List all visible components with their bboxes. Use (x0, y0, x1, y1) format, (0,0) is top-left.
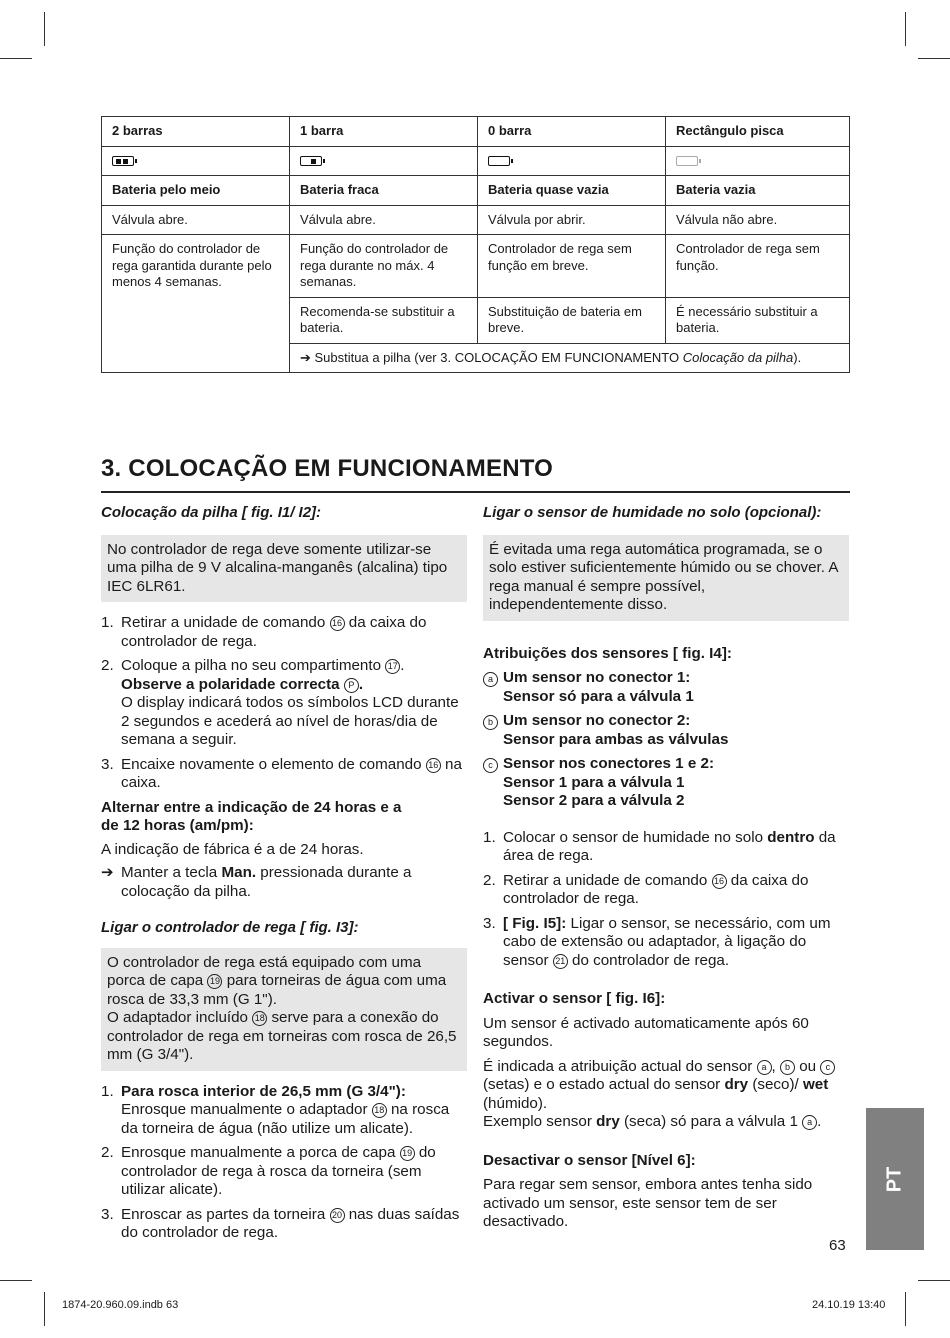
option-a-icon: a (757, 1060, 772, 1075)
list-item: 1. Colocar o sensor de humidade no solo dentro da área de rega. (483, 828, 836, 864)
option-b-icon: b (483, 715, 498, 730)
assign-subtitle: Atribuições dos sensores [ fig. I4]: (483, 644, 732, 662)
option-b-icon: b (780, 1060, 795, 1075)
option-c-icon: c (483, 758, 498, 773)
battery-empty-icon (488, 156, 510, 166)
ref-circle-icon: 19 (400, 1146, 415, 1161)
table-cell: Função do controlador de rega durante no máx. 4 semanas. (290, 235, 478, 298)
deactivate-subtitle: Desactivar o sensor [Nível 6]: (483, 1151, 696, 1169)
table-row (102, 176, 850, 206)
table-row (102, 235, 850, 298)
table-header-cell: Rectângulo pisca (666, 117, 850, 147)
switch-text: A indicação de fábrica é a de 24 horas. (101, 840, 364, 858)
language-tab-label: PT (883, 1166, 906, 1193)
list-item: 2. Coloque a pilha no seu compartimento 17 . Observe a polaridade correcta P . O display indicará todos os símbolos LCD durante 2 segundos e acederá ao nível de horas/dia de semana a seguir. (101, 657, 459, 748)
table-cell (102, 146, 290, 176)
table-cell: Função do controlador de rega garantida durante pelo menos 4 semanas. (102, 235, 290, 373)
page-number: 63 (829, 1237, 846, 1254)
option-c-icon: c (820, 1060, 835, 1075)
table-row (102, 146, 850, 176)
language-tab (866, 1108, 924, 1250)
connect-info-box: O controlador de rega está equipado com uma porca de capa 19 para torneiras de água com uma rosca de 33,3 mm (G 1"). O adaptador incluído 18 serve para a conexão do controlador de rega em torneiras com rosca de 26,5 mm (G 3/4"). (101, 948, 467, 1071)
left-column (101, 504, 467, 1249)
sensor-steps (483, 829, 849, 971)
battery-2-bars-icon (112, 156, 134, 166)
sensor-info-box: É evitada uma rega automática programada, se o solo estiver suficientemente húmido ou se chover. A rega manual é sempre possível, independentemente disso. (483, 535, 849, 621)
battery-steps (101, 614, 467, 793)
table-cell: Substituição de bateria em breve. (478, 297, 666, 343)
table-cell: Bateria fraca (290, 176, 478, 206)
table-cell (478, 146, 666, 176)
crop-mark (905, 1292, 906, 1326)
option-a-icon: a (483, 672, 498, 687)
footer-timestamp: 24.10.19 13:40 (812, 1299, 886, 1311)
list-item: 3. Encaixe novamente o elemento de comando 16 na caixa. (101, 755, 462, 791)
table-cell: Bateria pelo meio (102, 176, 290, 206)
arrow-icon: ➔ (101, 864, 114, 881)
table-cell (666, 146, 850, 176)
list-item: c Sensor nos conectores 1 e 2: Sensor 1 para a válvula 1 Sensor 2 para a válvula 2 (483, 755, 849, 811)
ref-circle-icon: 16 (330, 616, 345, 631)
crop-mark (0, 1280, 32, 1281)
ref-circle-icon: 17 (385, 659, 400, 674)
activate-subtitle: Activar o sensor [ fig. I6]: (483, 990, 666, 1007)
list-item: a Um sensor no conector 1: Sensor só para a válvula 1 (483, 669, 849, 706)
list-item: b Um sensor no conector 2: Sensor para ambas as válvulas (483, 712, 849, 749)
table-header-cell: 0 barra (478, 117, 666, 147)
table-header-cell: 1 barra (290, 117, 478, 147)
ref-circle-icon: 18 (372, 1103, 387, 1118)
list-item: 2. Retirar a unidade de comando 16 da caixa do controlador de rega. (483, 871, 809, 907)
battery-subtitle: Colocação da pilha [ fig. I1/ I2]: (101, 504, 322, 521)
battery-blinking-icon (676, 156, 698, 166)
activate-text: Um sensor é activado automaticamente após 60 segundos. (483, 1014, 809, 1050)
sensor-assignments (483, 669, 849, 811)
ref-circle-icon: 21 (553, 954, 568, 969)
table-header-cell: 2 barras (102, 117, 290, 147)
footer-filename: 1874-20.960.09.indb 63 (62, 1299, 179, 1311)
battery-info-box: No controlador de rega deve somente utilizar-se uma pilha de 9 V alcalina-manganês (alcalina) tipo IEC 6LR61. (101, 535, 467, 603)
list-item: 3. Enroscar as partes da torneira 20 nas duas saídas do controlador de rega. (101, 1205, 460, 1241)
crop-mark (44, 1292, 45, 1326)
section-divider (101, 491, 850, 493)
table-cell (290, 146, 478, 176)
option-a-icon: a (802, 1115, 817, 1130)
table-cell: Válvula por abrir. (478, 205, 666, 235)
note-end: ). (793, 349, 802, 365)
crop-mark (44, 12, 45, 46)
connect-steps (101, 1083, 467, 1243)
note-text: ➔ Substitua a pilha (ver 3. COLOCAÇÃO EM FUNCIONAMENTO (300, 349, 683, 365)
sensor-subtitle: Ligar o sensor de humidade no solo (opcional): (483, 504, 822, 521)
ref-circle-icon: 19 (207, 974, 222, 989)
ref-circle-icon: 16 (426, 758, 441, 773)
right-column (483, 504, 849, 1232)
crop-mark (905, 12, 906, 46)
ref-circle-icon: 16 (712, 874, 727, 889)
table-cell: Bateria quase vazia (478, 176, 666, 206)
note-italic: Colocação da pilha (682, 349, 794, 365)
crop-mark (0, 58, 32, 59)
table-cell: Válvula abre. (290, 205, 478, 235)
crop-mark (918, 58, 950, 59)
switch-instruction: ➔ Manter a tecla Man. pressionada durante a colocação da pilha. (101, 864, 412, 900)
table-row (102, 205, 850, 235)
list-item: 2. Enrosque manualmente a porca de capa 19 do controlador de rega à rosca da torneira (sem utilizar alicate). (101, 1144, 436, 1198)
section-title: 3. COLOCAÇÃO EM FUNCIONAMENTO (101, 455, 554, 482)
activate-detail: É indicada a atribuição actual do sensor a , b ou c (setas) e o estado actual do sensor dry (seco)/ wet (húmido). Exemplo sensor dry (seca) só para a válvula 1 a . (483, 1058, 849, 1132)
battery-status-table (101, 116, 850, 373)
table-cell: Controlador de rega sem função em breve. (478, 235, 666, 298)
switch-subtitle: Alternar entre a indicação de 24 horas e a de 12 horas (am/pm): (101, 798, 402, 834)
table-note-cell (290, 343, 850, 373)
deactivate-text: Para regar sem sensor, embora antes tenha sido activado um sensor, este sensor tem de ser desactivado. (483, 1176, 813, 1230)
polarity-circle-icon: P (344, 678, 359, 693)
list-item: 1. Retirar a unidade de comando 16 da caixa do controlador de rega. (101, 614, 427, 650)
table-cell: Recomenda-se substituir a bateria. (290, 297, 478, 343)
table-row (102, 117, 850, 147)
table-cell: Bateria vazia (666, 176, 850, 206)
ref-circle-icon: 18 (252, 1011, 267, 1026)
connect-subtitle: Ligar o controlador de rega [ fig. I3]: (101, 919, 359, 936)
table-cell: Válvula não abre. (666, 205, 850, 235)
list-item: 3. [ Fig. I5]: Ligar o sensor, se necessário, com um cabo de extensão ou adaptador, à ligação do sensor 21 do controlador de rega. (483, 914, 831, 969)
table-cell: Válvula abre. (102, 205, 290, 235)
crop-mark (918, 1280, 950, 1281)
list-item: 1. Para rosca interior de 26,5 mm (G 3/4"): Enrosque manualmente o adaptador 18 na rosca da torneira de água (não utilize um alicate). (101, 1082, 450, 1137)
battery-1-bar-icon (300, 156, 322, 166)
table-cell: Controlador de rega sem função. (666, 235, 850, 298)
ref-circle-icon: 20 (330, 1208, 345, 1223)
table-cell: É necessário substituir a bateria. (666, 297, 850, 343)
